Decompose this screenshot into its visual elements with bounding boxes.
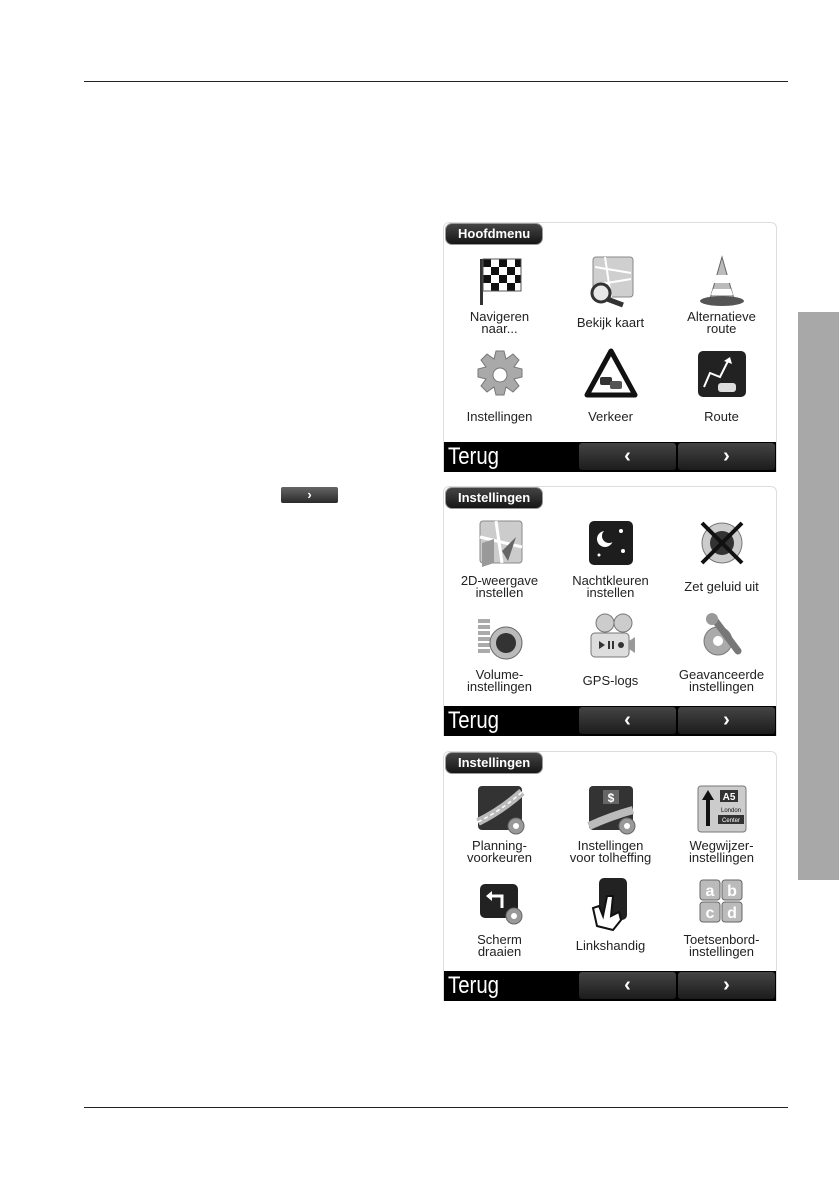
next-button[interactable]: › [678,707,775,734]
menu-item-label: Scherm draaien [477,932,522,959]
screen-title: Hoofdmenu [445,223,543,245]
menu-item-label: Geavanceerde instellingen [678,667,765,694]
traffic-warning-icon [583,347,639,403]
menu-item-label: Route [704,409,739,424]
menu-item-rotate-screen[interactable] [444,876,555,968]
menu-item-route[interactable] [666,347,777,439]
menu-item-label: Navigeren naar... [469,309,530,336]
menu-grid [444,517,777,703]
menu-item-keyboard-settings[interactable] [666,876,777,968]
back-button[interactable]: Terug [448,707,500,734]
toll-symbol: $ [607,791,615,805]
menu-item-volume[interactable] [444,611,555,703]
left-hand-icon [583,876,639,932]
signpost-icon [694,782,750,838]
menu-item-label: GPS-logs [582,673,639,688]
back-button[interactable]: Terug [448,972,500,999]
menu-item-mute[interactable] [666,517,777,609]
key-d: d [727,905,737,922]
road-gear-icon [472,782,528,838]
screen-settings-2 [443,751,777,1001]
menu-item-2d-view[interactable] [444,517,555,609]
volume-speaker-icon [472,611,528,667]
menu-item-label: Planning- voorkeuren [466,838,533,865]
next-button[interactable]: › [678,972,775,999]
screen-settings-1 [443,486,777,736]
menu-item-label: Volume- instellingen [466,667,533,694]
inline-next-button-illustration: › [281,487,338,503]
chapter-side-tab [798,312,839,880]
checkered-flag-icon [472,253,528,309]
back-button[interactable]: Terug [448,443,500,470]
key-a: a [705,883,715,900]
menu-item-planning-preferences[interactable] [444,782,555,874]
menu-item-label: Alternatieve route [687,309,756,336]
toll-road-icon [583,782,639,838]
gear-icon [472,347,528,403]
bottom-bar [444,706,777,736]
menu-item-advanced[interactable] [666,611,777,703]
screen-title: Instellingen [445,487,543,509]
menu-item-label: Instellingen voor tolheffing [569,838,652,865]
menu-item-signpost-settings[interactable] [666,782,777,874]
menu-item-toll-settings[interactable] [555,782,666,874]
traffic-cone-icon [694,253,750,309]
menu-item-night-colors[interactable] [555,517,666,609]
map-2d-icon [472,517,528,573]
wrench-gear-icon [694,611,750,667]
menu-item-label: Zet geluid uit [684,579,759,594]
keyboard-abcd-icon [694,876,750,932]
menu-item-label: Nachtkleuren instellen [572,573,649,600]
screen-title: Instellingen [445,752,543,774]
map-magnifier-icon [583,253,639,309]
menu-item-label: Linkshandig [575,938,646,953]
menu-item-settings[interactable] [444,347,555,439]
next-button[interactable]: › [678,443,775,470]
film-projector-icon [583,611,639,667]
sign-road-number: A5 [722,792,736,803]
speaker-mute-icon [694,517,750,573]
menu-item-label: Wegwijzer- instellingen [688,838,755,865]
prev-button[interactable]: ‹ [579,972,676,999]
menu-item-label: Instellingen [466,409,533,424]
prev-button[interactable]: ‹ [579,707,676,734]
rotate-screen-icon [472,876,528,932]
bottom-bar [444,442,777,472]
menu-grid [444,253,777,439]
prev-button[interactable]: ‹ [579,443,676,470]
route-car-icon [694,347,750,403]
menu-grid [444,782,777,968]
menu-item-label: Bekijk kaart [576,315,645,330]
menu-item-traffic[interactable] [555,347,666,439]
menu-item-label: 2D-weergave instellen [460,573,539,600]
screen-main-menu [443,222,777,472]
menu-item-navigate[interactable] [444,253,555,345]
menu-item-view-map[interactable] [555,253,666,345]
sign-line2: Center [721,818,741,824]
menu-item-alternative-route[interactable] [666,253,777,345]
menu-item-left-handed[interactable] [555,876,666,968]
menu-item-label: Toetsenbord- instellingen [683,932,760,959]
footer-rule [84,1107,788,1108]
sign-line1: London [720,808,742,814]
header-rule [84,81,788,82]
key-c: c [705,905,715,922]
night-sky-icon [583,517,639,573]
key-b: b [727,883,737,900]
menu-item-gps-logs[interactable] [555,611,666,703]
menu-item-label: Verkeer [588,409,633,424]
bottom-bar [444,971,777,1001]
